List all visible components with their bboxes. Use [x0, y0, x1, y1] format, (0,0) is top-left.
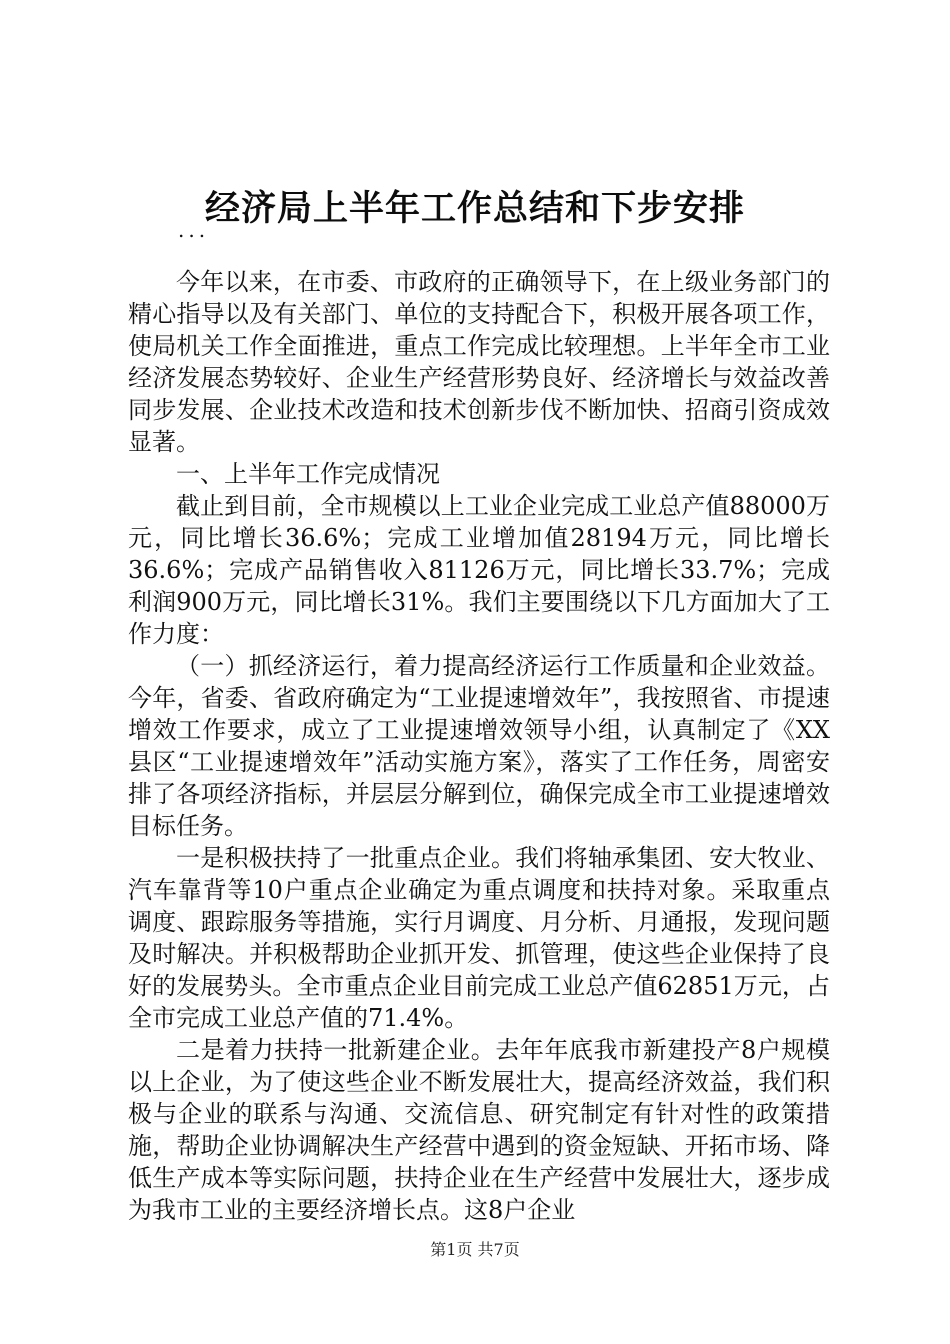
- page-footer: 第1页 共7页: [430, 1240, 520, 1259]
- paragraph-economic-operation: （一）抓经济运行，着力提高经济运行工作质量和企业效益。今年，省委、省政府确定为“工业提速增效年”，我按照省、市提速增效工作要求，成立了工业提速增效领导小组，认真制定了《XX县区“工业提速增效年”活动实施方案》，落实了工作任务，周密安排了各项经济指标，并层层分解到位，确保完成全市工业提速增效目标任务。: [128, 652, 830, 840]
- paragraph-new-enterprises: 二是着力扶持一批新建企业。去年年底我市新建投产8户规模以上企业，为了使这些企业不断发展壮大，提高经济效益，我们积极与企业的联系与沟通、交流信息、研究制定有针对性的政策措施，帮助企业协调解决生产经营中遇到的资金短缺、开拓市场、降低生产成本等实际问题，扶持企业在生产经营中发展壮大，逐步成为我市工业的主要经济增长点。这8户企业: [128, 1036, 830, 1224]
- ellipsis-marker: ...: [178, 218, 210, 242]
- paragraph-intro: 今年以来，在市委、市政府的正确领导下，在上级业务部门的精心指导以及有关部门、单位的支持配合下，积极开展各项工作，使局机关工作全面推进，重点工作完成比较理想。上半年全市工业经济发展态势较好、企业生产经营形势良好、经济增长与效益改善同步发展、企业技术改造和技术创新步伐不断加快、招商引资成效显著。: [128, 268, 830, 456]
- document-title: 经济局上半年工作总结和下步安排: [204, 188, 745, 229]
- paragraph-figures: 截止到目前，全市规模以上工业企业完成工业总产值88000万元，同比增长36.6%；完成工业增加值28194万元，同比增长36.6%；完成产品销售收入81126万元，同比增长33.7%；完成利润900万元，同比增长31%。我们主要围绕以下几方面加大了工作力度：: [128, 492, 830, 648]
- paragraph-key-enterprises: 一是积极扶持了一批重点企业。我们将轴承集团、安大牧业、汽车靠背等10户重点企业确定为重点调度和扶持对象。采取重点调度、跟踪服务等措施，实行月调度、月分析、月通报，发现问题及时解决。并积极帮助企业抓开发、抓管理，使这些企业保持了良好的发展势头。全市重点企业目前完成工业总产值62851万元，占全市完成工业总产值的71.4%。: [128, 844, 830, 1032]
- document-body: [128, 266, 830, 1226]
- section-heading: 一、上半年工作完成情况: [176, 460, 440, 488]
